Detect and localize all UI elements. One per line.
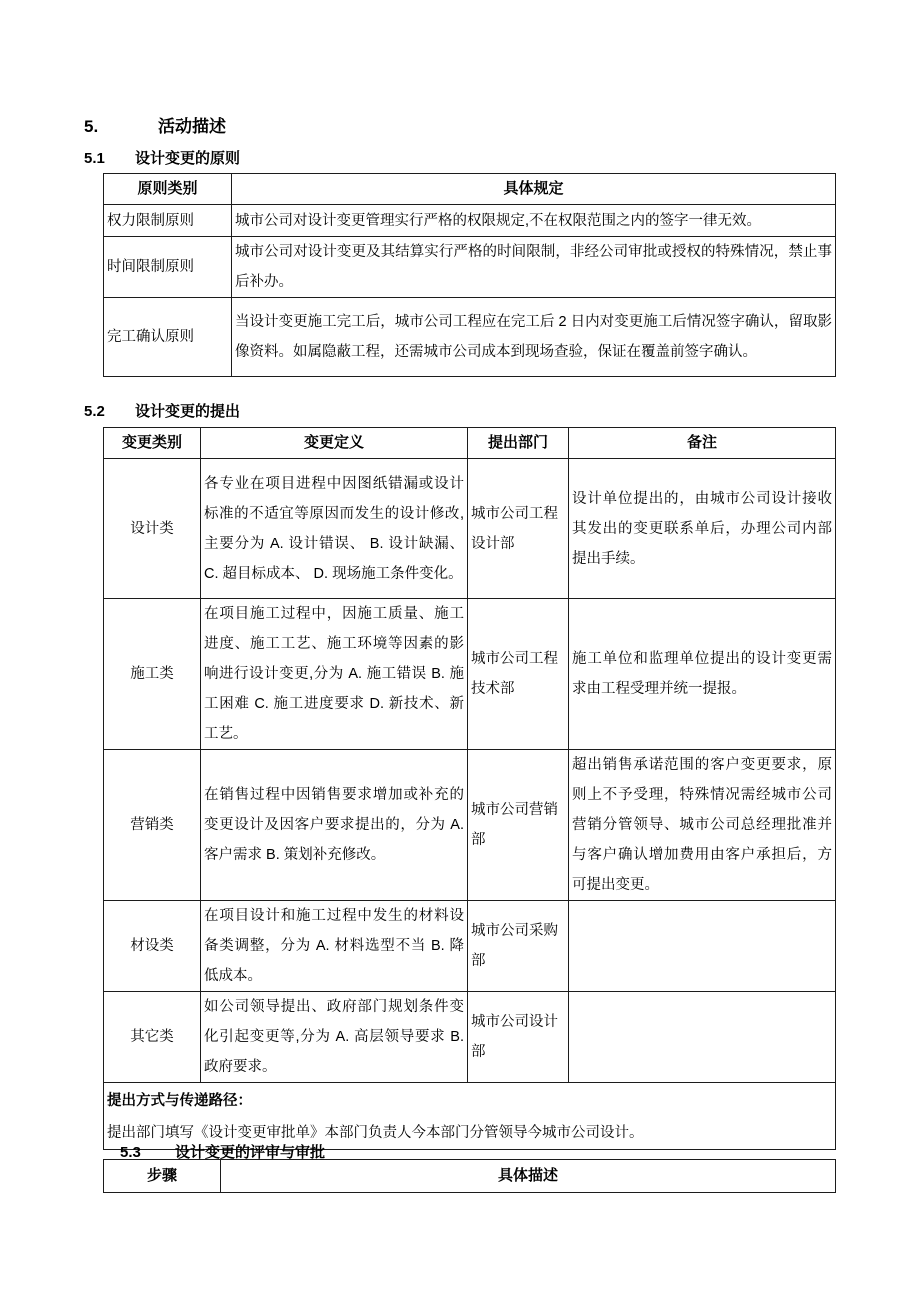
change-category: 材设类 xyxy=(104,901,201,992)
section-5-2-number: 5.2 xyxy=(84,403,105,420)
header-description: 具体描述 xyxy=(221,1160,836,1193)
principle-label: 权力限制原则 xyxy=(104,205,232,237)
principles-header-row xyxy=(104,174,836,205)
proposing-department: 城市公司采购部 xyxy=(468,901,569,992)
change-category: 设计类 xyxy=(104,459,201,599)
table-row xyxy=(104,237,836,298)
proposing-department: 城市公司设计部 xyxy=(468,992,569,1083)
proposing-department: 城市公司工程设计部 xyxy=(468,459,569,599)
principles-header-rule: 具体规定 xyxy=(232,174,836,205)
section-5-1-title: 设计变更的原则 xyxy=(135,150,241,167)
table-footer-row xyxy=(104,1083,836,1150)
change-proposal-header-row xyxy=(104,428,836,459)
header-proposing-department: 提出部门 xyxy=(468,428,569,459)
table-row xyxy=(104,459,836,599)
section-5-2-title: 设计变更的提出 xyxy=(135,403,241,420)
remark: 超出销售承诺范围的客户变更要求，原则上不予受理，特殊情况需经城市公司营销分管领导、城市公司总经理批准并与客户确认增加费用由客户承担后，方可提出变更。 xyxy=(569,750,836,901)
review-approval-header-row xyxy=(104,1160,836,1193)
table-row xyxy=(104,298,836,377)
change-definition: 在销售过程中因销售要求增加或补充的变更设计及因客户要求提出的，分为 A. 客户需求 B. 策划补充修改。 xyxy=(201,750,468,901)
principle-text: 城市公司对设计变更及其结算实行严格的时间限制，非经公司审批或授权的特殊情况，禁止事后补办。 xyxy=(232,237,836,298)
proposal-path-cell xyxy=(104,1083,836,1150)
principles-header-category: 原则类别 xyxy=(104,174,232,205)
table-row xyxy=(104,750,836,901)
proposing-department: 城市公司工程技术部 xyxy=(468,599,569,750)
principle-label: 完工确认原则 xyxy=(104,298,232,377)
remark: 设计单位提出的，由城市公司设计接收其发出的变更联系单后，办理公司内部提出手续。 xyxy=(569,459,836,599)
change-definition: 如公司领导提出、政府部门规划条件变化引起变更等,分为 A. 高层领导要求 B. 政府要求。 xyxy=(201,992,468,1083)
change-definition: 在项目施工过程中，因施工质量、施工进度、施工工艺、施工环境等因素的影响进行设计变更,分为 A. 施工错误 B. 施工困难 C. 施工进度要求 D. 新技术、新工艺。 xyxy=(201,599,468,750)
principles-table xyxy=(103,173,836,377)
section-5-3-number: 5.3 xyxy=(120,1144,141,1161)
header-remark: 备注 xyxy=(569,428,836,459)
change-definition: 各专业在项目进程中因图纸错漏或设计标准的不适宜等原因而发生的设计修改,主要分为 A. 设计错误、 B. 设计缺漏、 C. 超目标成本、 D. 现场施工条件变化。 xyxy=(201,459,468,599)
table-row xyxy=(104,599,836,750)
section-5-3-title: 设计变更的评审与审批 xyxy=(175,1144,326,1161)
header-change-definition: 变更定义 xyxy=(201,428,468,459)
principle-text: 城市公司对设计变更管理实行严格的权限规定,不在权限范围之内的签字一律无效。 xyxy=(232,205,836,237)
change-definition: 在项目设计和施工过程中发生的材料设备类调整，分为 A. 材料选型不当 B. 降低成本。 xyxy=(201,901,468,992)
remark xyxy=(569,901,836,992)
section-5-1-heading xyxy=(84,147,240,168)
section-5-number: 5. xyxy=(84,117,99,136)
section-5-1-number: 5.1 xyxy=(84,150,105,167)
change-category: 其它类 xyxy=(104,992,201,1083)
table-row xyxy=(104,992,836,1083)
change-category: 施工类 xyxy=(104,599,201,750)
proposal-path-text: 提出部门填写《设计变更审批单》本部门负责人今本部门分管领导今城市公司设计。 xyxy=(107,1125,644,1141)
change-category: 营销类 xyxy=(104,750,201,901)
section-5-heading xyxy=(84,112,226,137)
section-5-title: 活动描述 xyxy=(158,117,226,136)
principle-text: 当设计变更施工完工后，城市公司工程应在完工后 2 日内对变更施工后情况签字确认，留取影像资料。如属隐蔽工程，还需城市公司成本到现场查验，保证在覆盖前签字确认。 xyxy=(232,298,836,377)
change-proposal-table xyxy=(103,427,836,1150)
remark xyxy=(569,992,836,1083)
proposal-path-title: 提出方式与传递路径： xyxy=(107,1093,252,1109)
header-change-category: 变更类别 xyxy=(104,428,201,459)
proposing-department: 城市公司营销部 xyxy=(468,750,569,901)
table-row xyxy=(104,205,836,237)
remark: 施工单位和监理单位提出的设计变更需求由工程受理并统一提报。 xyxy=(569,599,836,750)
table-row xyxy=(104,901,836,992)
review-approval-table xyxy=(103,1159,836,1193)
principle-label: 时间限制原则 xyxy=(104,237,232,298)
section-5-2-heading xyxy=(84,400,240,421)
header-step: 步骤 xyxy=(104,1160,221,1193)
